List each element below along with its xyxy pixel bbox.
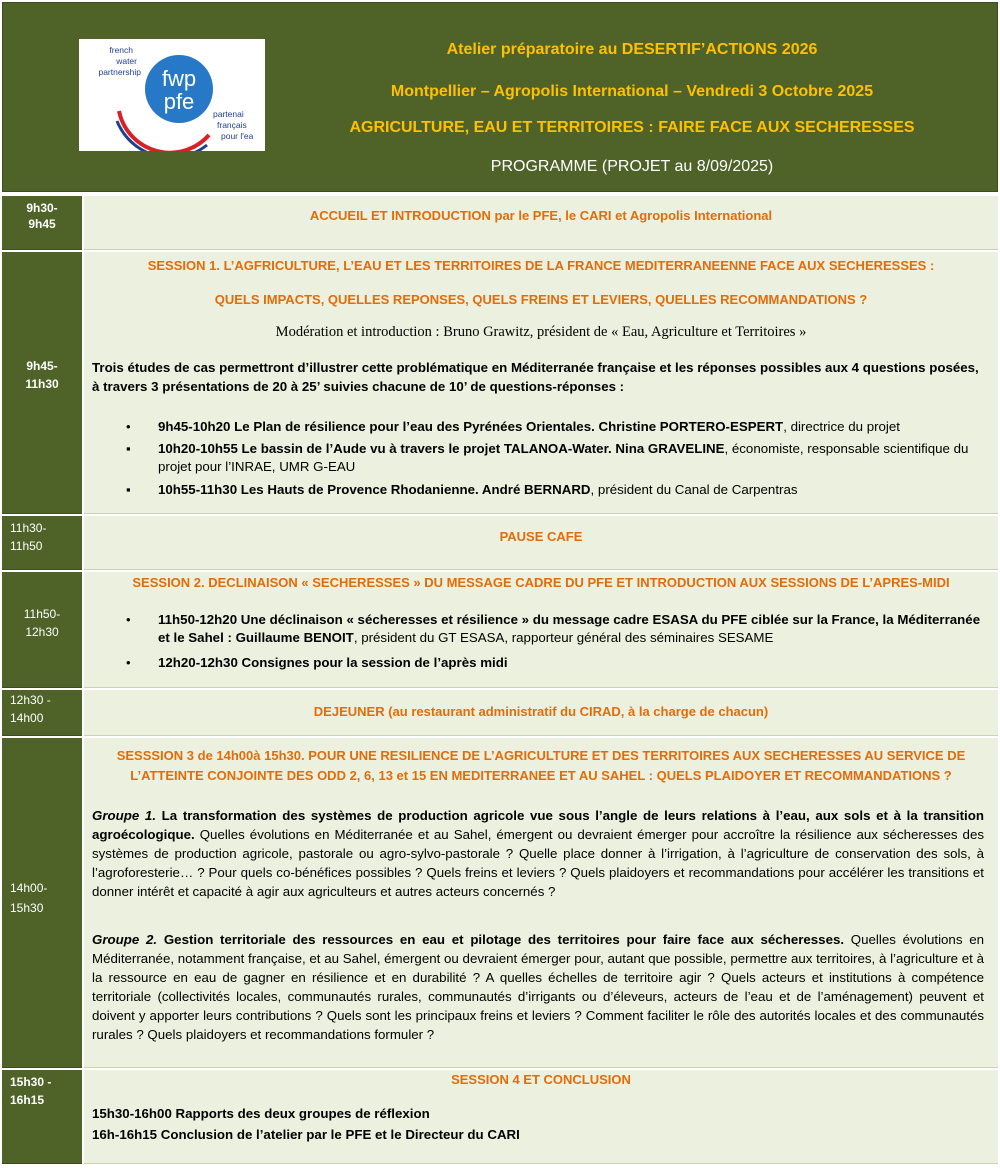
content-cell xyxy=(84,196,998,250)
session-title: SESSION 2. DECLINAISON « SECHERESSES » DU MESSAGE CADRE DU PFE ET INTRODUCTION AUX SESSIONS DE L’APRES-MIDI xyxy=(132,575,950,590)
moderation-line: Modération et introduction : Bruno Grawitz, président de « Eau, Agriculture et Territoires » xyxy=(275,324,807,340)
logo-abbr-top: fwp xyxy=(161,66,197,91)
time-cell xyxy=(2,572,82,688)
agenda-row-lunch xyxy=(2,690,998,736)
bullet-dot: • xyxy=(126,419,131,434)
fwp-pfe-logo xyxy=(79,39,265,151)
group-1-paragraph xyxy=(92,806,984,901)
session-title: DEJEUNER (au restaurant administratif du CIRAD, à la charge de chacun) xyxy=(313,704,769,719)
program-header xyxy=(2,2,998,192)
logo-abbr-bottom: pfe xyxy=(163,89,195,114)
logo-graphic xyxy=(79,39,265,151)
group-label: Groupe 1. xyxy=(92,808,157,823)
time-start: 11h50- xyxy=(23,607,61,621)
header-line-place-date: Montpellier – Agropolis International – Vendredi 3 Octobre 2025 xyxy=(390,83,874,100)
list-item xyxy=(126,654,984,672)
group-2-paragraph xyxy=(92,930,984,1044)
time-cell xyxy=(2,738,82,1068)
group-questions: Quelles évolutions en Méditerranée et au Sahel, émergent ou devraient émerger pour accroître la résilience aux sécheresses des systèmes de production agricole, pastorale ou agro-sylvo-pastorale ? Quelle place donner à l’irrigation, à l’agriculture de conservation des sols, à l’agroforesterie… ? Pour quels co-bénéfices possibles ? Quels freins et leviers ? Quels plaidoyers et recommandations pour accélérer les transitions et donner intérêt et capacité à agir aux agriculteurs et autres acteurs concernés ? xyxy=(92,827,984,899)
item-title: 10h20-10h55 Le bassin de l’Aude vu à travers le projet TALANOA-Water. Nina GRAVELINE xyxy=(158,441,725,456)
content-cell xyxy=(84,738,998,1068)
list-item xyxy=(126,481,984,499)
session-title-line-2: QUELS IMPACTS, QUELLES REPONSES, QUELS FREINS ET LEVIERS, QUELLES RECOMMANDATIONS ? xyxy=(214,292,868,307)
time-cell xyxy=(2,690,82,736)
agenda-row-coffee-break xyxy=(2,516,998,570)
logo-text-left-1: french xyxy=(109,45,133,55)
session-line-1: 15h30-16h00 Rapports des deux groupes de réflexion xyxy=(92,1106,430,1121)
bullet-dot: • xyxy=(126,612,131,627)
item-detail: , président du GT ESASA, rapporteur général des séminaires SESAME xyxy=(353,630,774,645)
time-end: 16h15 xyxy=(10,1093,45,1107)
list-item xyxy=(126,418,984,436)
item-title: 10h55-11h30 Les Hauts de Provence Rhodanienne. André BERNARD xyxy=(158,482,591,497)
item-title: 9h45-10h20 Le Plan de résilience pour l’eau des Pyrénées Orientales. Christine PORTERO-ESPERT xyxy=(158,419,784,434)
session-line-2: 16h-16h15 Conclusion de l’atelier par le PFE et le Directeur du CARI xyxy=(92,1127,520,1142)
logo-text-left-3: partnership xyxy=(98,67,141,77)
header-line-programme: PROGRAMME (PROJET au 8/09/2025) xyxy=(490,158,774,175)
time-start: 9h45- xyxy=(26,359,58,373)
bullet-square: ▪ xyxy=(126,482,131,497)
logo-text-left-2: water xyxy=(116,56,137,66)
session-title: ACCUEIL ET INTRODUCTION par le PFE, le CARI et Agropolis International xyxy=(309,208,773,223)
time-end: 12h30 xyxy=(25,625,59,639)
list-item xyxy=(126,440,984,476)
item-title: 11h50-12h20 Une déclinaison « sécheresses et résilience » du message cadre ESASA du PFE ciblée sur la France, la Méditerranée et le Sahel : Guillaume BENOIT xyxy=(158,612,981,645)
content-cell xyxy=(84,690,998,736)
time-start: 15h30 - xyxy=(10,1075,52,1089)
content-cell xyxy=(84,516,998,570)
time-end: 9h45 xyxy=(28,217,56,231)
agenda-row-welcome xyxy=(2,196,998,250)
session-title: PAUSE CAFE xyxy=(499,529,583,544)
session-title: SESSION 4 ET CONCLUSION xyxy=(451,1072,631,1087)
time-start: 12h30 - xyxy=(10,693,51,707)
agenda-row-session-4 xyxy=(2,1070,998,1164)
time-end: 15h30 xyxy=(10,901,44,915)
logo-text-right-1: partenai xyxy=(213,109,244,119)
content-cell xyxy=(84,572,998,688)
item-detail: , directrice du projet xyxy=(783,419,900,434)
item-detail: , président du Canal de Carpentras xyxy=(590,482,798,497)
session-title-line-1: SESSION 1. L’AGFRICULTURE, L’EAU ET LES TERRITOIRES DE LA FRANCE MEDITERRANEENNE FACE AUX SECHERESSES : xyxy=(147,258,935,273)
session-title-line-2: L’ATTEINTE CONJOINTE DES ODD 2, 6, 13 et 15 EN MEDITERRANEE ET AU SAHEL : QUELS PLAIDOYER ET RECOMMANDATIONS ? xyxy=(130,768,952,783)
session-title-line-1: SESSSION 3 de 14h00à 15h30. POUR UNE RESILIENCE DE L’AGRICULTURE ET DES TERRITOIRES AUX SECHERESSES AU SERVICE DE xyxy=(116,748,966,763)
time-start: 14h00- xyxy=(10,881,48,895)
group-topic: La transformation des systèmes de production agricole vue sous l’angle de leurs relations à l’eau, aux sols et à la transition agroécologique. xyxy=(92,808,984,842)
logo-text-right-3: pour l'ea xyxy=(221,131,254,141)
content-cell xyxy=(84,252,998,514)
agenda-row-session-2 xyxy=(2,572,998,688)
time-start: 9h30- xyxy=(26,201,58,215)
list-item xyxy=(126,611,984,647)
logo-text-right-2: français xyxy=(217,120,247,130)
header-line-event: Atelier préparatoire au DESERTIF’ACTIONS 2026 xyxy=(446,41,818,58)
time-start: 11h30- xyxy=(10,521,47,535)
group-questions: Quelles évolutions en Méditerranée, notamment française, et au Sahel, émergent ou devraient émerger pour, autant que possible, permettre aux territoires, à l’agriculture et à la ressource en eau de gagner en résilience et en durabilité ? A quelles échelles de territoire agir ? Quels acteurs et institutions à compétence territoriale (collectivités locales, communautés rurales, communautés d’irrigants ou d’éleveurs, acteurs de l’eau et de l’aménagement) peuvent et doivent y apporter leurs contributions ? Quels sont les principaux freins et leviers ? Comment faciliter le rôle des autorités locales et des communautés rurales ? Quels plaidoyers et recommandations formuler ? xyxy=(92,932,984,1042)
time-cell xyxy=(2,1070,82,1164)
agenda-row-session-3 xyxy=(2,738,998,1068)
agenda-row-session-1 xyxy=(2,252,998,514)
time-end: 11h30 xyxy=(25,377,59,391)
bullet-square: ▪ xyxy=(126,441,131,456)
bullet-dot: • xyxy=(126,655,131,670)
content-cell xyxy=(84,1070,998,1164)
time-cell xyxy=(2,516,82,570)
item-title: 12h20-12h30 Consignes pour la session de l’après midi xyxy=(158,655,508,670)
group-label: Groupe 2. xyxy=(92,932,158,947)
time-end: 14h00 xyxy=(10,711,44,725)
time-end: 11h50 xyxy=(10,539,43,553)
item-detail: , économiste, responsable scientifique du projet pour l’INRAE, UMR G-EAU xyxy=(158,441,969,474)
group-topic: Gestion territoriale des ressources en eau et pilotage des territoires pour faire face aux sécheresses. xyxy=(157,932,845,947)
session-intro: Trois études de cas permettront d’illustrer cette problématique en Méditerranée française et les réponses possibles aux 4 questions posées, à travers 3 présentations de 20 à 25’ suivies chacune de 10’ de questions-réponses : xyxy=(92,360,979,394)
time-cell xyxy=(2,252,82,514)
time-cell xyxy=(2,196,82,250)
header-line-theme: AGRICULTURE, EAU ET TERRITOIRES : FAIRE FACE AUX SECHERESSES xyxy=(349,119,915,136)
